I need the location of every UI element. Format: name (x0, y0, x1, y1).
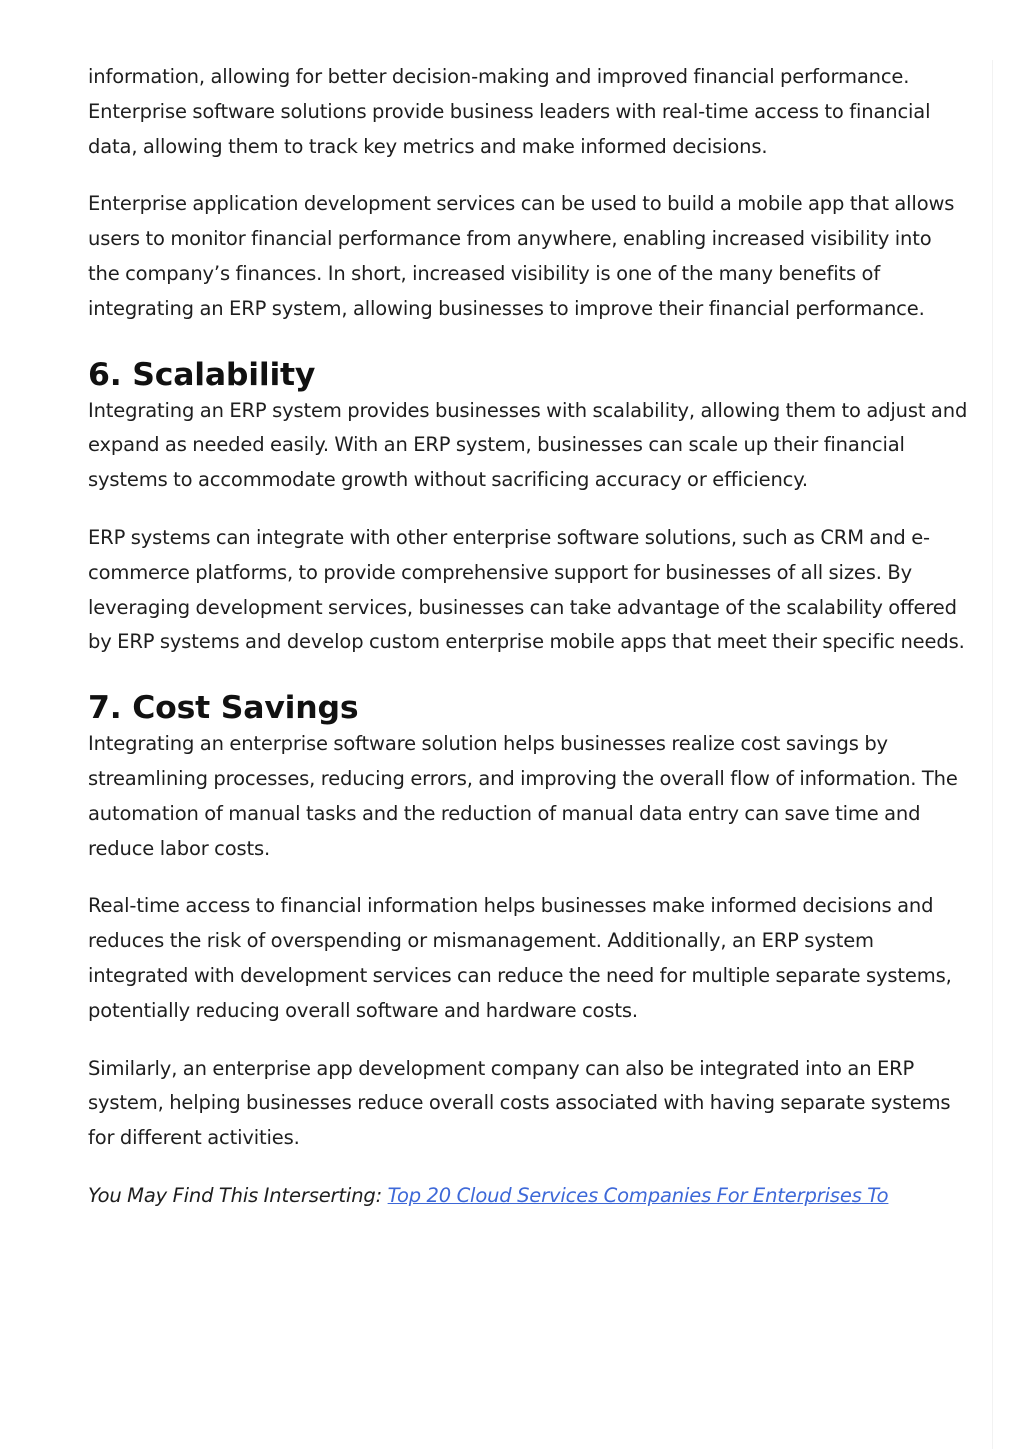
paragraph-scalability-2: ERP systems can integrate with other enterprise software solutions, such as CRM and e-commerce platforms, to provide comprehensive support for businesses of all sizes. By leveraging development services, businesses can take advantage of the scalability offered by ERP systems and develop custom enterprise mobile apps that meet their specific needs. (88, 525, 965, 654)
related-article-callout (88, 1179, 968, 1214)
heading-cost-savings: 7. Cost Savings (88, 690, 359, 727)
paragraph-cost-savings-1: Integrating an enterprise software solution helps businesses realize cost savings by streamlining processes, reducing errors, and improving the overall flow of information. The automation of manual tasks and the reduction of manual data entry can save time and reduce labor costs. (88, 732, 958, 860)
heading-scalability: 6. Scalability (88, 356, 316, 393)
related-prefix: You May Find This Interserting: (88, 1183, 388, 1207)
paragraph-cost-savings-3: Similarly, an enterprise app development company can also be integrated into an ERP system, helping businesses reduce overall costs associated with having separate systems for different activities. (88, 1056, 951, 1150)
page-edge-divider (992, 60, 993, 1449)
paragraph-scalability-1: Integrating an ERP system provides businesses with scalability, allowing them to adjust and expand as needed easily. With an ERP system, businesses can scale up their financial systems to accommodate growth without sacrificing accuracy or efficiency. (88, 398, 968, 492)
article-body (88, 60, 968, 1237)
related-article-link[interactable]: Top 20 Cloud Services Companies For Enterprises To (387, 1183, 889, 1207)
paragraph-financial-data: information, allowing for better decision-making and improved financial performance. Enterprise software solutions provide business leaders with real-time access to financial data, allowing them to track key metrics and make informed decisions. (88, 65, 931, 158)
paragraph-cost-savings-2: Real-time access to financial information helps businesses make informed decisions and reduces the risk of overspending or mismanagement. Additionally, an ERP system integrated with development services can reduce the need for multiple separate systems, potentially reducing overall software and hardware costs. (88, 894, 952, 1022)
paragraph-visibility: Enterprise application development services can be used to build a mobile app that allows users to monitor financial performance from anywhere, enabling increased visibility into the company’s finances. In short, increased visibility is one of the many benefits of integrating an ERP system, allowing businesses to improve their financial performance. (88, 192, 955, 320)
